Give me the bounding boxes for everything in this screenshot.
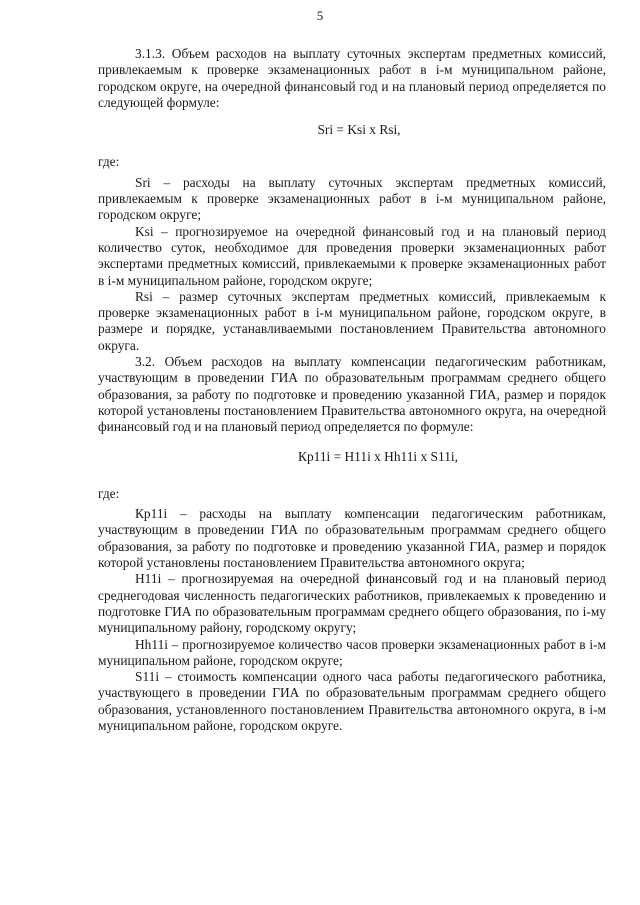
where-label: где: [98, 154, 120, 170]
definition-rsi: Rsi – размер суточных экспертам предметных комиссий, привлекаемым к проверке экзаменационных работ в i-м муниципальном районе, городском округе, в размере и порядке, устанавливаемыми постановлением Правительства автономного округа. [98, 288, 606, 353]
page-number: 5 [316, 8, 324, 23]
paragraph-3-2: 3.2. Объем расходов на выплату компенсации педагогическим работникам, участвующим в проведении ГИА по образовательным программам среднего общего образования, за работу по подготовке и проведению указанной ГИА, размер и порядок которой установлены постановлением Правительства автономного округа, на очередной финансовый год и на плановый период определяется по формуле: [98, 354, 606, 435]
formula-sri: Sri = Ksi x Rsi, [317, 122, 401, 138]
formula-kp11i: Кр11i = Н11i x Hh11i x S11i, [298, 448, 458, 464]
definition-ksi: Ksi – прогнозируемое на очередной финансовый год и на плановый период количество суток, необходимое для проведения проверки экзаменационных работ экспертами предметных комиссий, привлекаемыми к проверке экзаменационных работ в i-м муниципальном районе, городском округе; [98, 223, 606, 288]
definition-kp11i: Кр11i – расходы на выплату компенсации педагогическим работникам, участвующим в проведении ГИА по образовательным программам среднего общего образования, за работу по подготовке и проведению указанной ГИА, размер и порядок которой установлены постановлением Правительства автономного округа; [98, 506, 606, 571]
document-body [98, 46, 606, 734]
definition-s11i: S11i – стоимость компенсации одного часа работы педагогического работника, участвующего в проведении ГИА по образовательным программам среднего общего образования, установленного постановлением Правительства автономного округа, в i-м муниципальном районе, городском округе. [98, 669, 606, 733]
where-label: где: [98, 485, 120, 501]
paragraph-3-1-3: 3.1.3. Объем расходов на выплату суточных экспертам предметных комиссий, привлекаемым к проверке экзаменационных работ в i-м муниципальном районе, городском округе, на очередной финансовый год и на плановый период определяется по следующей формуле: [98, 46, 606, 110]
definition-h11i: Н11i – прогнозируемая на очередной финансовый год и на плановый период среднегодовая численность педагогических работников, привлекаемых к проведению и подготовке ГИА по образовательным программам среднего общего образования, по i-му муниципальному району, городскому округу; [98, 571, 606, 636]
definition-sri: Sri – расходы на выплату суточных экспертам предметных комиссий, привлекаемым к проверке экзаменационных работ в i-м муниципальном районе, городском округе; [98, 174, 606, 223]
definition-hh11i: Hh11i – прогнозируемое количество часов проверки экзаменационных работ в i-м муниципальном районе, городском округе; [98, 636, 606, 668]
